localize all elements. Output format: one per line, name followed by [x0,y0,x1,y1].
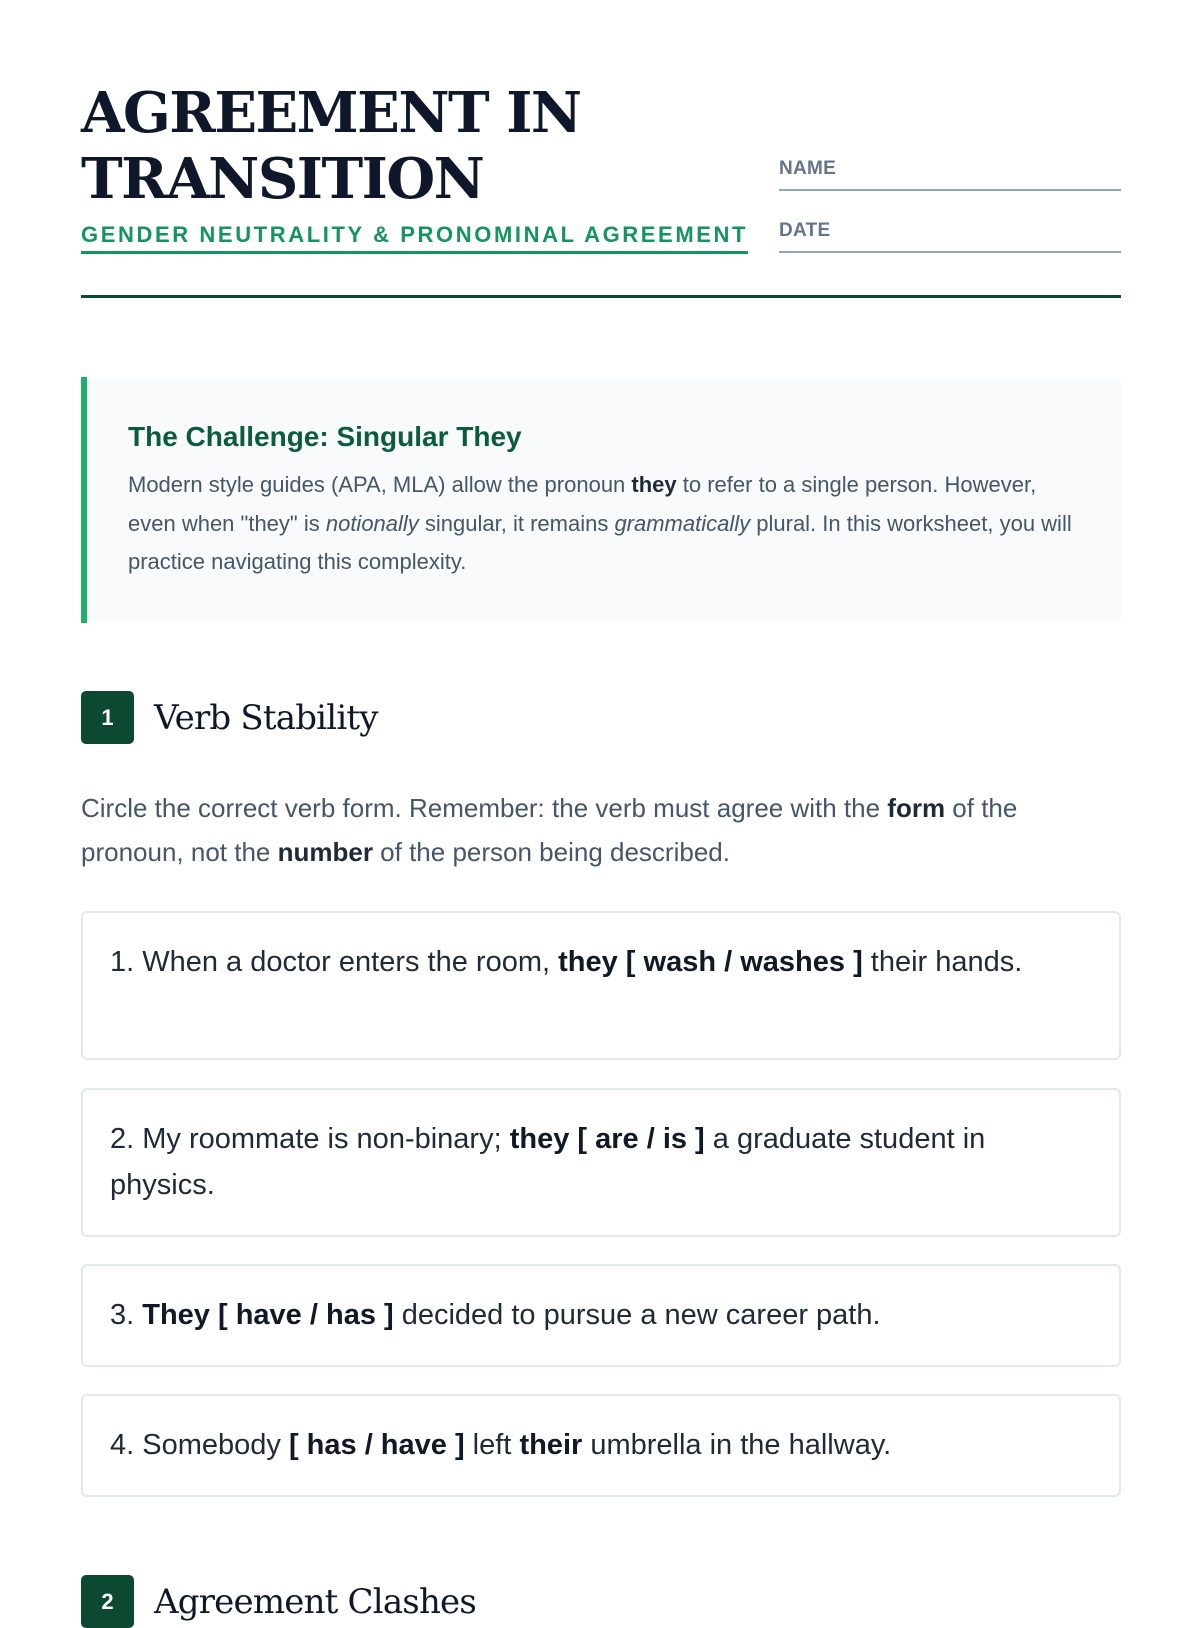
name-field[interactable] [779,157,1121,191]
worksheet-subtitle: GENDER NEUTRALITY & PRONOMINAL AGREEMENT [81,222,748,254]
item-text: 4. Somebody [110,1429,289,1461]
exercise-item-4[interactable] [81,1394,1121,1497]
challenge-callout [81,377,1121,623]
verb-choice[interactable]: they [ wash / washes ] [558,946,863,978]
item-text: 3. [110,1299,143,1331]
item-text: decided to pursue a new career path. [393,1299,881,1331]
callout-text: to refer to a single person. However, even when "they" is [128,472,1037,536]
callout-italic-notionally: notionally [325,510,419,536]
callout-text: singular, it remains [418,510,615,536]
section-number-badge: 2 [81,1575,134,1628]
worksheet-title [81,80,721,212]
callout-title: The Challenge: Singular They [128,421,522,452]
section-title: Verb Stability [154,697,378,738]
callout-text: plural. In this worksheet, you will practice navigating this complexity. [128,510,1072,574]
item-bold-their: their [519,1429,583,1461]
date-field[interactable] [779,219,1121,253]
instruction-text: of the person being described. [372,837,730,867]
exercise-item-2[interactable] [81,1088,1121,1237]
section-1-heading [81,691,378,744]
worksheet-page [81,0,1121,1622]
callout-italic-grammatically: grammatically [614,510,751,536]
exercise-item-1[interactable] [81,911,1121,1060]
item-text: a graduate student in physics. [110,1123,986,1201]
verb-choice[interactable]: [ has / have ] [288,1429,465,1461]
item-text: left [464,1429,520,1461]
title-line-2: TRANSITION [81,146,484,212]
callout-text: Modern style guides (APA, MLA) allow the pronoun [128,472,632,497]
section-2-heading [81,1575,476,1628]
item-text: umbrella in the hallway. [582,1429,892,1461]
instruction-bold-number: number [277,837,373,867]
exercise-item-3[interactable] [81,1264,1121,1367]
verb-choice[interactable]: they [ are / is ] [509,1123,705,1155]
callout-body [128,466,1081,582]
callout-bold-they: they [631,472,677,497]
title-line-1: AGREEMENT IN [81,80,581,146]
verb-choice[interactable]: They [ have / has ] [142,1299,394,1331]
worksheet-header [81,0,1121,298]
item-text: 2. My roommate is non-binary; [110,1123,510,1155]
section-1-instructions [81,786,1121,874]
item-text: their hands. [862,946,1023,978]
instruction-bold-form: form [887,793,946,823]
date-label: DATE [779,220,831,241]
section-title: Agreement Clashes [154,1581,477,1622]
name-label: NAME [779,158,837,179]
section-number-badge: 1 [81,691,134,744]
item-text: 1. When a doctor enters the room, [110,946,559,978]
instruction-text: of the pronoun, not the [81,793,1018,867]
instruction-text: Circle the correct verb form. Remember: the verb must agree with the [81,793,888,823]
